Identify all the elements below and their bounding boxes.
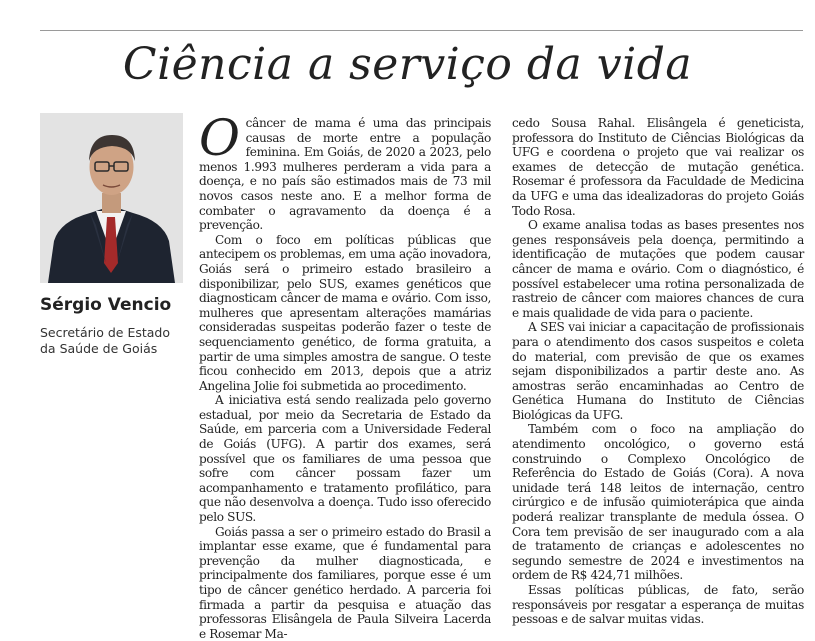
drop-cap: O — [199, 109, 240, 167]
author-name: Sérgio Vencio — [40, 295, 172, 315]
article-headline: Ciência a serviço da vida — [122, 39, 693, 90]
article-paragraph: Com o foco em políticas públicas que antecipem os problemas, em uma ação inovadora, Goiás será o primeiro estado brasileiro a disponibilizar, pelo SUS, exames genéticos que diagnosticam câncer de mama e ovário. Com isso, mulheres que apresentam alterações mamárias consideradas suspeitas poderão fazer o teste de sequenciamento genético, de forma gratuita, a partir de uma simples amostra de sangue. O teste ficou conhecido em 2013, depois que a atriz Angelina Jolie foi submetida ao procedimento. — [199, 232, 491, 393]
article-column-2 — [512, 116, 804, 627]
top-rule — [40, 30, 803, 31]
article-column-1 — [199, 109, 491, 641]
article-paragraph: Essas políticas públicas, de fato, serão responsáveis por resgatar a esperança de muitas pessoas e de salvar muitas vidas. — [512, 583, 804, 627]
article-paragraph: A SES vai iniciar a capacitação de profissionais para o atendimento dos casos suspeitos e coleta do material, com previsão de que os exames sejam disponibilizados a partir deste ano. As amostras serão encaminhadas ao Centro de Genética Humana do Instituto de Ciências Biológicas da UFG. — [512, 320, 804, 422]
author-portrait-illustration — [40, 113, 183, 283]
article-paragraph: Também com o foco na ampliação do atendimento oncológico, o governo está construindo o Complexo Oncológico de Referência do Estado de Goiás (Cora). A nova unidade terá 148 leitos de internação, centro cirúrgico e de infusão quimioterápica que ainda poderá realizar transplante de medula óssea. O Cora tem previsão de ser inaugurado com a ala de tratamento de crianças e adolescentes no segundo semestre de 2024 e investimentos na ordem de R$ 424,71 milhões. — [512, 422, 804, 583]
author-photo — [40, 113, 183, 283]
article-paragraph: O exame analisa todas as bases presentes nos genes responsáveis pela doença, permitindo a identificação de mutações que podem causar câncer de mama e ovário. Com o diagnóstico, é possível estabelecer uma rotina personalizada de rastreio de câncer com maiores chances de cura e mais qualidade de vida para o paciente. — [512, 218, 804, 320]
author-role: Secretário de Estado da Saúde de Goiás — [40, 325, 170, 356]
article-paragraph: cedo Sousa Rahal. Elisângela é geneticista, professora do Instituto de Ciências Biológicas da UFG e coordena o projeto que vai realizar os exames de detecção de mutação genética. Rosemar é professora da Faculdade de Medicina da UFG e uma das idealizadoras do projeto Goiás Todo Rosa. — [512, 116, 804, 218]
article-paragraph: Ocâncer de mama é uma das principais causas de morte entre a população feminina. Em Goiás, de 2020 a 2023, pelo menos 1.993 mulheres perderam a vida para a doença, e no país são estimados mais de 73 mil novos casos neste ano. E a melhor forma de combater o agravamento da doença é a prevenção. — [199, 109, 491, 233]
article-paragraph: Goiás passa a ser o primeiro estado do Brasil a implantar esse exame, que é fundamental para prevenção da mulher diagnosticada, e principalmente dos familiares, porque esse é um tipo de câncer genético herdado. A parceria foi firmada a partir da pesquisa e atuação das professoras Elisângela de Paula Silveira Lacerda e Rosemar Ma- — [199, 524, 491, 641]
article-paragraph: A iniciativa está sendo realizada pelo governo estadual, por meio da Secretaria de Estado da Saúde, em parceria com a Universidade Federal de Goiás (UFG). A partir dos exames, será possível que os familiares de uma pessoa que sofre com câncer possam fazer um acompanhamento e tratamento profilático, para que não desenvolva a doença. Tudo isso oferecido pelo SUS. — [199, 393, 491, 525]
